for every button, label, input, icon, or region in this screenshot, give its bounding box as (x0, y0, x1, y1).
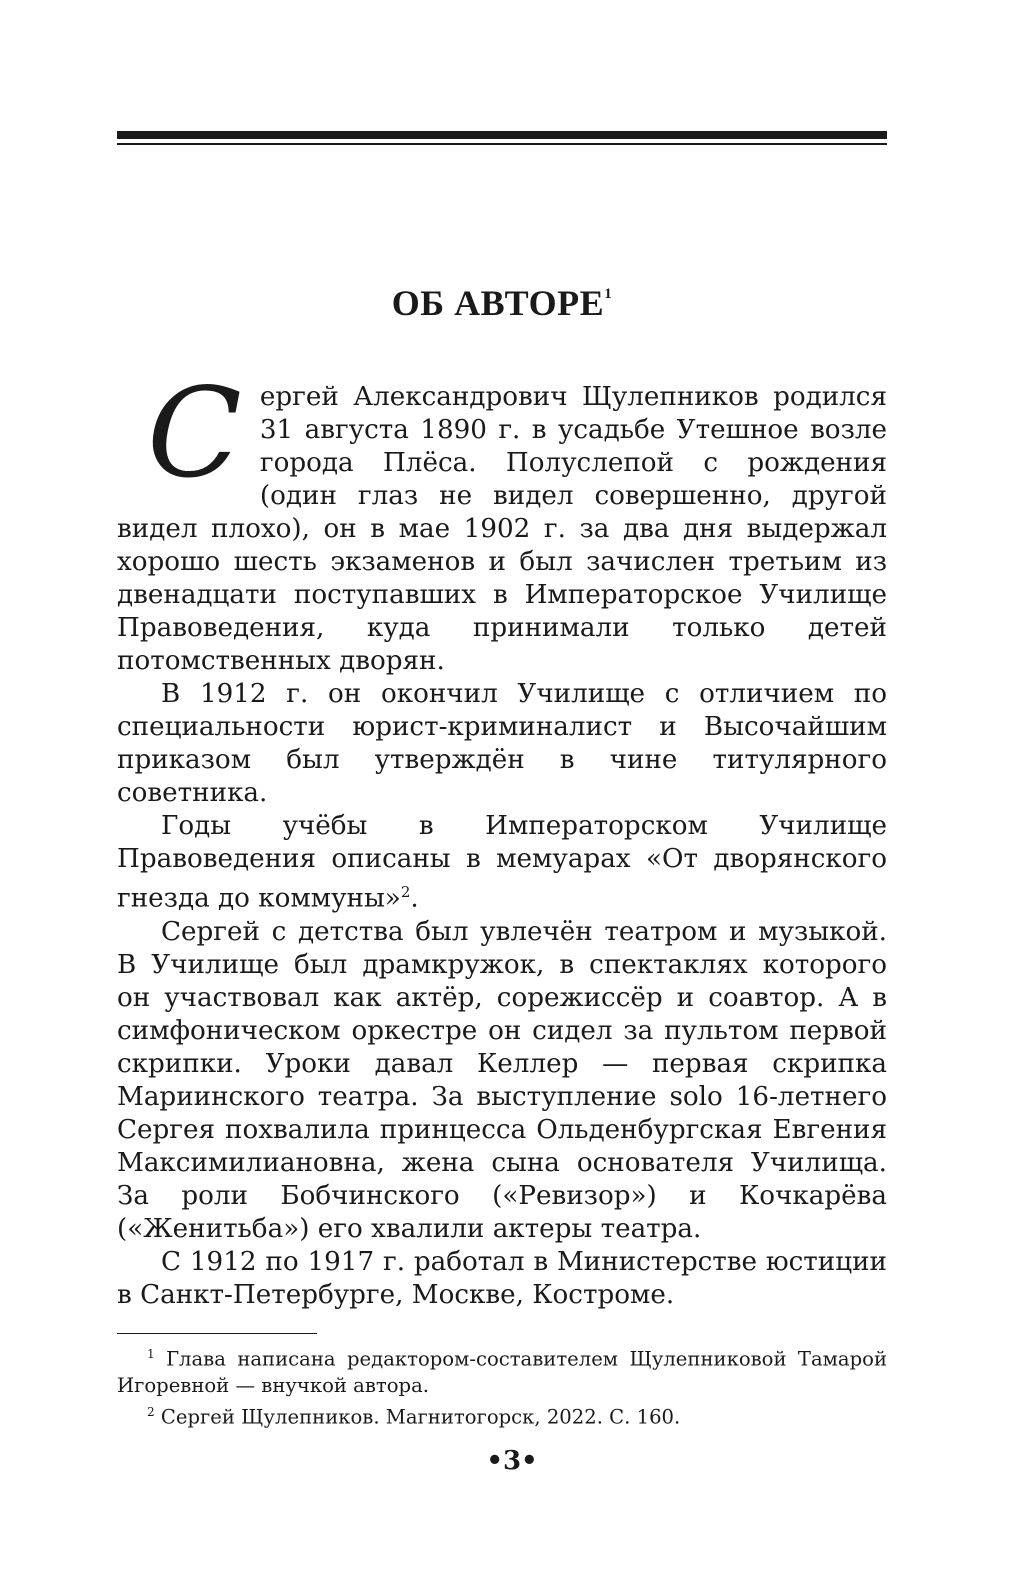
chapter-title-text: ОБ АВТОРЕ (391, 283, 605, 323)
header-rule-thick (117, 131, 887, 139)
paragraph-3 (117, 810, 887, 916)
footnote-2-text: Сергей Щулепников. Магнитогорск, 2022. С. 160. (160, 1405, 681, 1429)
paragraph-4: Сергей с детства был увлечён театром и музыкой. В Училище был драмкружок, в спектаклях которого он участвовал как актёр, сорежиссёр и соавтор. А в симфоническом оркестре он сидел за пультом первой скрипки. Уроки давал Келлер — первая скрипка Мариинского театра. За выступление solo 16-летнего Сергея похвалила принцесса Ольденбургская Евгения Максимилиановна, жена сына основателя Училища. За роли Бобчинского («Ревизор») и Кочкарёва («Женитьба») его хвалили актеры театра. (117, 916, 887, 1244)
footnote-separator (117, 1333, 317, 1334)
paragraph-1 (117, 362, 887, 678)
footnote-1 (117, 1341, 887, 1399)
header-rule-thin (117, 143, 887, 145)
footnotes (117, 1341, 887, 1430)
paragraph-3-end: . (410, 883, 419, 914)
paragraph-5: С 1912 по 1917 г. работал в Министерстве юстиции в Санкт-Петербурге, Москве, Костроме. (117, 1246, 887, 1310)
page-number: •3• (486, 1446, 538, 1476)
paragraph-3-text: Годы учёбы в Императорском Училище Правоведения описаны в мемуарах «От дворянского гнезда до коммуны» (117, 811, 887, 914)
chapter-title (117, 282, 887, 324)
footnote-1-text: Глава написана редактором-составителем Щулепниковой Тамарой Игоревной — внучкой автора. (117, 1347, 887, 1397)
body-text (117, 362, 887, 1312)
paragraph-1-text: ергей Александрович Щулепников родился 31 августа 1890 г. в усадьбе Утешное возле города Плёса. Полуслепой с рождения (один глаз не видел совершенно, другой видел плохо), он в мае 1902 г. за два дня выдержал хорошо шесть экзаменов и был зачислен третьим из двенадцати поступавших в Императорское Училище Правоведения, куда принимали только детей потомственных дворян. (117, 382, 887, 676)
footnote-2-marker: 2 (147, 1404, 155, 1419)
drop-cap: С (147, 362, 242, 506)
footnote-2 (117, 1399, 887, 1431)
memoir-footnote-ref[interactable]: 2 (400, 883, 411, 901)
paragraph-2: В 1912 г. он окончил Училище с отличием по специальности юрист-криминалист и Высочайшим приказом был утверждён в чине титулярного советника. (117, 679, 887, 808)
footnote-1-marker: 1 (147, 1347, 155, 1361)
title-footnote-ref[interactable]: 1 (604, 286, 613, 302)
